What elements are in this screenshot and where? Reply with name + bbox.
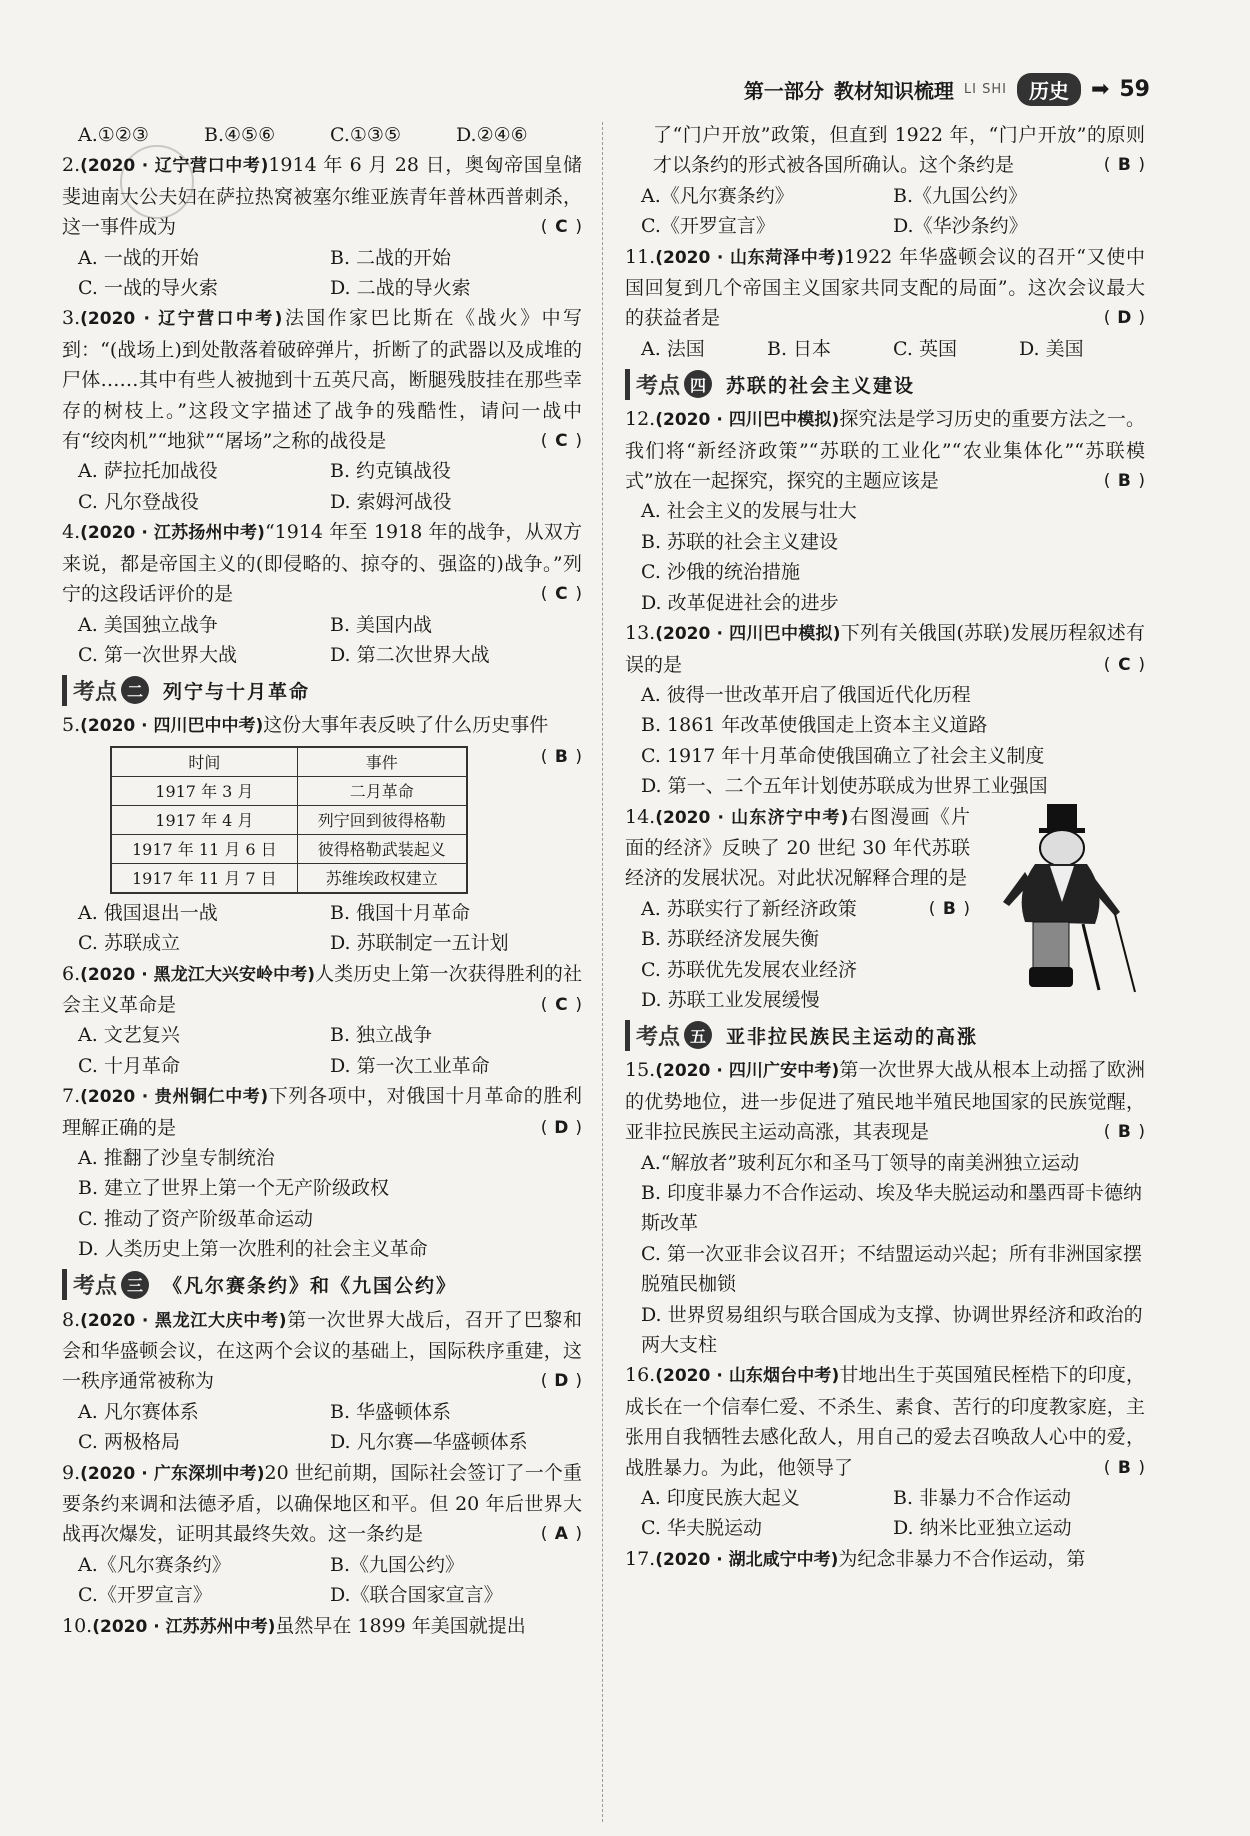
table-row: 1917 年 11 月 7 日 苏维埃政权建立 <box>111 863 467 893</box>
q7-options: A. 推翻了沙皇专制统治 B. 建立了世界上第一个无产阶级政权 C. 推动了资产阶级革命运动 D. 人类历史上第一次胜利的社会主义革命 <box>78 1146 428 1261</box>
question-text: “1914 年至 1918 年的战争，从双方来说，都是帝国主义的(即侵略的、掠夺的、强盗的)战争。”列宁的这段话评价的是 <box>62 521 582 606</box>
answer: ( B ) <box>1103 471 1145 492</box>
question-text: 为纪念非暴力不合作运动，第 <box>838 1547 1086 1570</box>
q9-options: A.《凡尔赛条约》 B.《九国公约》 C.《开罗宣言》 D.《联合国家宣言》 <box>78 1553 503 1607</box>
table-header-row: 时间 事件 <box>111 747 467 777</box>
section-heading-2: 考点 二 列宁与十月革命 <box>62 672 582 708</box>
answer: ( A ) <box>540 1524 582 1545</box>
answer: ( C ) <box>1103 654 1145 675</box>
answer: ( B ) <box>540 746 582 767</box>
question-text: 探究法是学习历史的重要方法之一。我们将“新经济政策”“苏联的工业化”“农业集体化”“苏联模式”放在一起探究，探究的主题应该是 <box>625 408 1145 493</box>
question-source: (2020 · 江苏苏州中考) <box>92 1616 276 1637</box>
q14-options: A. 苏联实行了新经济政策 B. 苏联经济发展失衡 C. 苏联优先发展农业经济 D. 苏联工业发展缓慢 <box>641 897 857 1011</box>
question-text: 法国作家巴比斯在《战火》中写到：“(战场上)到处散落着破碎弹片，折断了的武器以及成堆的尸体……其中有些人被抛到十五英尺高，断腿残肢挂在那些幸存的树枝上。”这段文字描述了战争的残酷性，请问一战中有“绞肉机”“地狱”“屠场”之称的战役是 <box>62 307 582 453</box>
question-4: 4.(2020 · 江苏扬州中考)“1914 年至 1918 年的战争，从双方来说，都是帝国主义的(即侵略的、掠夺的、强盗的)战争。”列宁的这段话评价的是 ( C ) <box>62 517 582 609</box>
answer: ( B ) <box>1103 1122 1145 1143</box>
header-section: 教材知识梳理 <box>833 78 954 103</box>
question-9: 9.(2020 · 广东深圳中考)20 世纪前期，国际社会签订了一个重要条约来调和法德矛盾，以确保地区和平。但 20 年后世界大战再次爆发，证明其最终失效。这一条约是 ( A ) <box>62 1458 582 1550</box>
q10-options: A.《凡尔赛条约》 B.《九国公约》 C.《开罗宣言》 D.《华沙条约》 <box>641 184 1028 238</box>
question-3: 3.(2020 · 辽宁营口中考)法国作家巴比斯在《战火》中写到：“(战场上)到处散落着破碎弹片，折断了的武器以及成堆的尸体……其中有些人被抛到十五英尺高，断腿残肢挂在那些幸存的树枝上。”这段文字描述了战争的残酷性，请问一战中有“绞肉机”“地狱”“屠场”之称的战役是 ( C ) <box>62 303 582 456</box>
question-13: 13.(2020 · 四川巴中模拟)下列有关俄国(苏联)发展历程叙述有误的是 ( C ) <box>625 618 1145 680</box>
question-text: 人类历史上第一次获得胜利的社会主义革命是 <box>62 962 582 1016</box>
section-title: 苏联的社会主义建设 <box>726 374 916 397</box>
answer: ( C ) <box>540 217 582 238</box>
answer: ( B ) <box>928 898 970 919</box>
question-source: (2020 · 广东深圳中考) <box>80 1463 265 1484</box>
question-11: 11.(2020 · 山东菏泽中考)1922 年华盛顿会议的召开“又使中国回复到几个帝国主义国家共同支配的局面”。这次会议最大的获益者是 ( D ) <box>625 242 1145 334</box>
question-text: 了“门户开放”政策，但直到 1922 年，“门户开放”的原则才以条约的形式被各国所确认。这个条约是 <box>653 124 1145 177</box>
question-6: 6.(2020 · 黑龙江大兴安岭中考)人类历史上第一次获得胜利的社会主义革命是 ( C ) <box>62 959 582 1021</box>
question-10-continued <box>625 120 1145 181</box>
answer: ( C ) <box>540 994 582 1015</box>
question-source: (2020 · 山东烟台中考) <box>655 1366 840 1387</box>
section-title: 列宁与十月革命 <box>163 680 311 703</box>
q15-options: A.“解放者”玻利瓦尔和圣马丁领导的南美洲独立运动 B. 印度非暴力不合作运动、埃及华夫脱运动和墨西哥卡德纳斯改革 C. 第一次亚非会议召开；不结盟运动兴起；所有非洲国家摆脱殖民枷锁 D. 世界贸易组织与联合国成为支撑、协调世界经济和政治的两大支柱 <box>641 1151 1143 1357</box>
question-source: (2020 · 江苏扬州中考) <box>80 523 265 544</box>
header-part: 第一部分 <box>743 78 824 103</box>
question-source: (2020 · 辽宁营口中考) <box>80 309 283 330</box>
question-text: 第一次世界大战后，召开了巴黎和会和华盛顿会议，在这两个会议的基础上，国际秩序重建，这一秩序通常被称为 <box>62 1308 582 1393</box>
answer: ( B ) <box>1103 1457 1145 1478</box>
q13-options: A. 彼得一世改革开启了俄国近代化历程 B. 1861 年改革使俄国走上资本主义道路 C. 1917 年十月革命使俄国确立了社会主义制度 D. 第一、二个五年计划使苏联成为世界工业强国 <box>641 683 1048 798</box>
right-column <box>625 120 1145 1575</box>
q6-options: A. 文艺复兴 B. 独立战争 C. 十月革命 D. 第一次工业革命 <box>78 1024 490 1077</box>
answer: ( C ) <box>540 431 582 452</box>
answer: ( D ) <box>1103 308 1145 329</box>
question-text: 1914 年 6 月 28 日，奥匈帝国皇储斐迪南大公夫妇在萨拉热窝被塞尔维亚族青年普林西普刺杀，这一事件成为 <box>62 154 582 239</box>
question-15: 15.(2020 · 四川广安中考)第一次世界大战从根本上动摇了欧洲的优势地位，进一步促进了殖民地半殖民地国家的民族觉醒，亚非拉民族民主运动高涨，其表现是 ( B ) <box>625 1055 1145 1147</box>
q1-options <box>62 120 582 150</box>
question-10: 10.(2020 · 江苏苏州中考)虽然早在 1899 年美国就提出 <box>62 1614 526 1637</box>
left-column <box>62 120 582 1642</box>
column-divider <box>602 122 603 1822</box>
q8-options: A. 凡尔赛体系 B. 华盛顿体系 C. 两极格局 D. 凡尔赛—华盛顿体系 <box>78 1400 528 1454</box>
page-header <box>744 72 1150 106</box>
question-8: 8.(2020 · 黑龙江大庆中考)第一次世界大战后，召开了巴黎和会和华盛顿会议，在这两个会议的基础上，国际秩序重建，这一秩序通常被称为 ( D ) <box>62 1305 582 1397</box>
question-source: (2020 · 湖北咸宁中考) <box>655 1549 839 1570</box>
q5-options: A. 俄国退出一战 B. 俄国十月革命 C. 苏联成立 D. 苏联制定一五计划 <box>78 901 509 955</box>
question-17: 17.(2020 · 湖北咸宁中考)为纪念非暴力不合作运动，第 <box>625 1547 1086 1570</box>
question-source: (2020 · 贵州铜仁中考) <box>80 1087 269 1108</box>
option: D.②④⑥ <box>456 124 528 146</box>
table-row: 1917 年 4 月 列宁回到彼得格勒 <box>111 805 467 834</box>
question-source: (2020 · 四川广安中考) <box>655 1061 840 1082</box>
answer: ( D ) <box>540 1371 582 1392</box>
question-source: (2020 · 黑龙江大兴安岭中考) <box>80 964 316 985</box>
section-number-badge: 三 <box>121 1271 149 1299</box>
question-source: (2020 · 黑龙江大庆中考) <box>80 1310 287 1331</box>
question-text: 右图漫画《片面的经济》反映了 20 世纪 30 年代苏联经济的发展状况。对此状况解释合理的是 <box>625 805 970 890</box>
question-12: 12.(2020 · 四川巴中模拟)探究法是学习历史的重要方法之一。我们将“新经济政策”“苏联的工业化”“农业集体化”“苏联模式”放在一起探究，探究的主题应该是 ( B ) <box>625 404 1145 496</box>
question-text: 1922 年华盛顿会议的召开“又使中国回复到几个帝国主义国家共同支配的局面”。这次会议最大的获益者是 <box>625 245 1145 330</box>
answer: ( D ) <box>540 1117 582 1138</box>
cartoon-image <box>995 802 1145 1002</box>
page-number: 59 <box>1119 76 1150 102</box>
events-table <box>110 746 468 894</box>
q12-options: A. 社会主义的发展与壮大 B. 苏联的社会主义建设 C. 沙俄的统治措施 D. 改革促进社会的进步 <box>641 500 857 614</box>
question-7: 7.(2020 · 贵州铜仁中考)下列各项中，对俄国十月革命的胜利理解正确的是 ( D ) <box>62 1081 582 1143</box>
q2-options: A. 一战的开始 B. 二战的开始 C. 一战的导火索 D. 二战的导火索 <box>78 246 471 300</box>
section-heading-4: 考点 四 苏联的社会主义建设 <box>625 366 1145 402</box>
question-source: (2020 · 四川巴中中考) <box>80 716 264 737</box>
question-text: 这份大事年表反映了什么历史事件 <box>263 714 549 737</box>
option: B.④⑤⑥ <box>204 124 276 146</box>
question-text: 第一次世界大战从根本上动摇了欧洲的优势地位，进一步促进了殖民地半殖民地国家的民族觉醒，亚非拉民族民主运动高涨，其表现是 <box>625 1059 1145 1144</box>
question-source: (2020 · 四川巴中模拟) <box>655 624 841 645</box>
question-16: 16.(2020 · 山东烟台中考)甘地出生于英国殖民桎梏下的印度，成长在一个信奉仁爱、不杀生、素食、苦行的印度教家庭，主张用自我牺牲去感化敌人，用自己的爱去召唤敌人心中的爱，战胜暴力。为此，他领导了 ( B ) <box>625 1360 1145 1483</box>
question-source: (2020 · 山东菏泽中考) <box>655 247 844 268</box>
question-text: 20 世纪前期，国际社会签订了一个重要条约来调和法德矛盾，以确保地区和平。但 20 年后世界大战再次爆发，证明其最终失效。这一条约是 <box>62 1461 583 1546</box>
section-heading-5: 考点 五 亚非拉民族民主运动的高涨 <box>625 1017 1145 1053</box>
section-number-badge: 二 <box>121 676 149 704</box>
q16-options: A. 印度民族大起义 B. 非暴力不合作运动 C. 华夫脱运动 D. 纳米比亚独立运动 <box>641 1487 1072 1540</box>
subject-badge: 历史 <box>1017 73 1081 106</box>
section-number-badge: 四 <box>684 370 712 398</box>
header-pinyin: LI SHI <box>963 81 1007 97</box>
option: A.①②③ <box>78 124 149 146</box>
q11-options: A. 法国 B. 日本 C. 英国 D. 美国 <box>641 337 1084 360</box>
option: C.①③⑤ <box>330 124 401 146</box>
table-row: 1917 年 11 月 6 日 彼得格勒武装起义 <box>111 834 467 863</box>
section-heading-3: 考点 三 《凡尔赛条约》和《九国公约》 <box>62 1267 582 1303</box>
question-source: (2020 · 辽宁营口中考) <box>80 156 269 177</box>
answer: ( C ) <box>540 584 582 605</box>
question-text: 甘地出生于英国殖民桎梏下的印度，成长在一个信奉仁爱、不杀生、素食、苦行的印度教家庭，主张用自我牺牲去感化敌人，用自己的爱去召唤敌人心中的爱，战胜暴力。为此，他领导了 <box>625 1364 1145 1479</box>
question-14: 14.(2020 · 山东济宁中考)右图漫画《片面的经济》反映了 20 世纪 30 年代苏联经济的发展状况。对此状况解释合理的是 ( B ) <box>625 802 970 894</box>
arrow-right-icon: ➡ <box>1090 76 1110 102</box>
question-source: (2020 · 四川巴中模拟) <box>655 410 840 431</box>
answer: ( B ) <box>1103 155 1145 176</box>
section-title: 亚非拉民族民主运动的高涨 <box>726 1025 979 1048</box>
question-source: (2020 · 山东济宁中考) <box>655 807 849 828</box>
question-14-block <box>625 802 1145 1016</box>
question-text: 下列有关俄国(苏联)发展历程叙述有误的是 <box>625 622 1145 676</box>
section-number-badge: 五 <box>684 1021 712 1049</box>
q3-options: A. 萨拉托加战役 B. 约克镇战役 C. 凡尔登战役 D. 索姆河战役 <box>78 460 452 513</box>
question-text: 虽然早在 1899 年美国就提出 <box>275 1614 526 1637</box>
question-5: 5.(2020 · 四川巴中中考)这份大事年表反映了什么历史事件 ( B ) <box>62 710 582 741</box>
table-row: 1917 年 3 月 二月革命 <box>111 776 467 805</box>
section-title: 《凡尔赛条约》和《九国公约》 <box>163 1275 458 1298</box>
question-text: 下列各项中，对俄国十月革命的胜利理解正确的是 <box>62 1085 582 1139</box>
question-2: 2.(2020 · 辽宁营口中考)1914 年 6 月 28 日，奥匈帝国皇储斐迪南大公夫妇在萨拉热窝被塞尔维亚族青年普林西普刺杀，这一事件成为 ( C ) <box>62 150 582 242</box>
q4-options: A. 美国独立战争 B. 美国内战 C. 第一次世界大战 D. 第二次世界大战 <box>78 613 490 666</box>
